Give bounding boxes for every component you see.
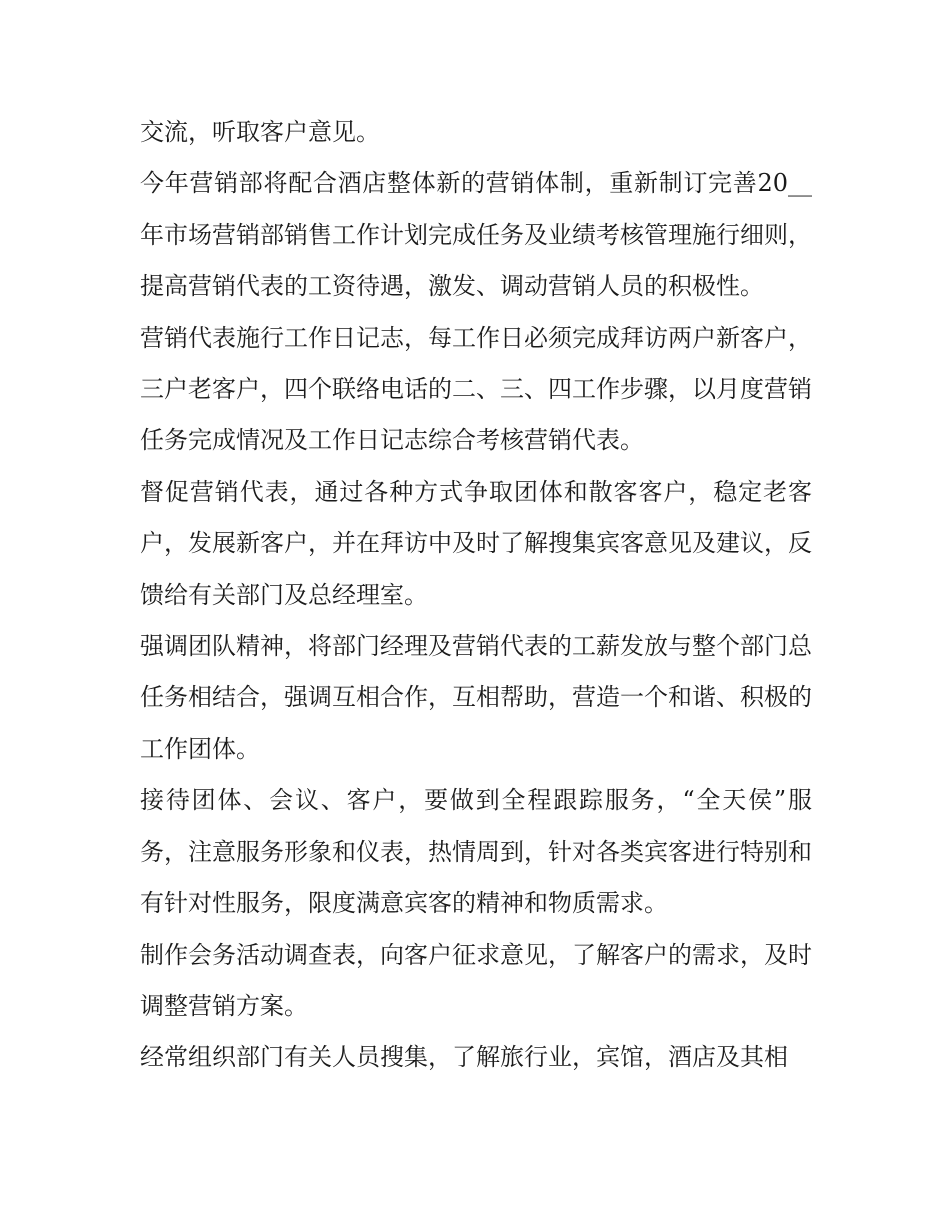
- paragraph: 交流，听取客户意见。: [140, 118, 380, 146]
- paragraph: 今年营销部将配合酒店整体新的营销体制，重新制订完善20__年市场营销部销售工作计划完成任务及业绩考核管理施行细则，提高营销代表的工资待遇，激发、调动营销人员的积极性。: [140, 169, 812, 301]
- paragraph: 督促营销代表，通过各种方式争取团体和散客客户，稳定老客户，发展新客户，并在拜访中及时了解搜集宾客意见及建议，反馈给有关部门及总经理室。: [140, 477, 812, 609]
- paragraph: 制作会务活动调查表，向客户征求意见，了解客户的需求，及时调整营销方案。: [140, 940, 812, 1020]
- document-body: [140, 107, 812, 1084]
- paragraph: 营销代表施行工作日记志，每工作日必须完成拜访两户新客户，三户老客户，四个联络电话的二、三、四工作步骤，以月度营销任务完成情况及工作日记志综合考核营销代表。: [140, 323, 812, 455]
- paragraph: 强调团队精神，将部门经理及营销代表的工薪发放与整个部门总任务相结合，强调互相合作，互相帮助，营造一个和谐、积极的工作团体。: [140, 632, 812, 763]
- paragraph: 经常组织部门有关人员搜集，了解旅行业，宾馆，酒店及其相: [140, 1043, 788, 1072]
- paragraph: 接待团体、会议、客户，要做到全程跟踪服务，“全天侯”服务，注意服务形象和仪表，热情周到，针对各类宾客进行特别和有针对性服务，限度满意宾客的精神和物质需求。: [140, 786, 812, 918]
